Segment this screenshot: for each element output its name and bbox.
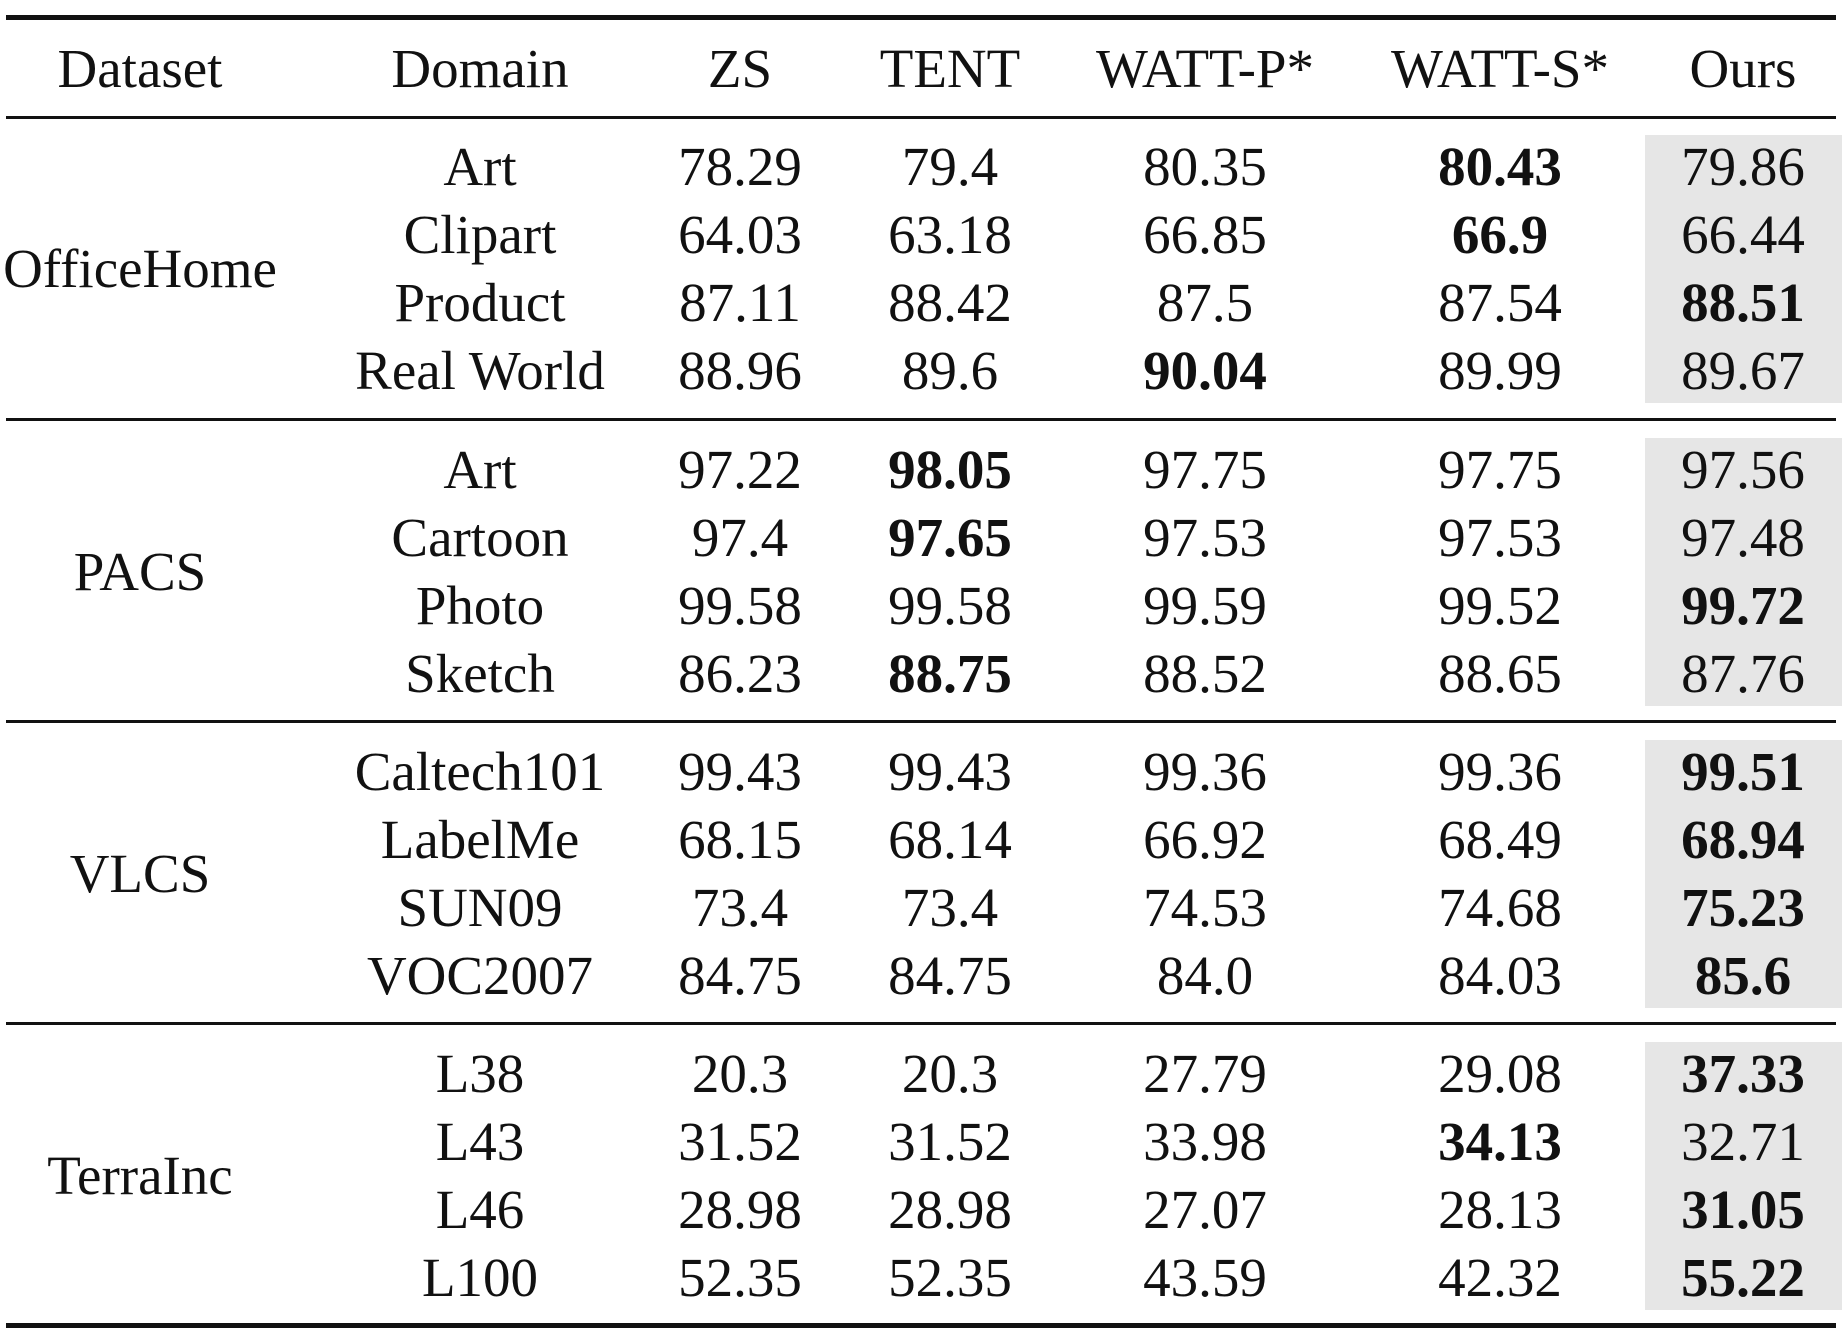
- watt-s-value: 66.9: [1451, 204, 1549, 265]
- zs-value: 97.4: [691, 507, 789, 568]
- zs-value: 28.98: [678, 1179, 802, 1240]
- tent-value: 68.14: [888, 809, 1012, 870]
- watt-s-value: 87.54: [1438, 272, 1562, 333]
- watt-s-value: 74.68: [1438, 877, 1562, 938]
- zs-value: 86.23: [678, 643, 802, 704]
- watt-s-value: 68.49: [1438, 809, 1562, 870]
- ours-value: 97.56: [1681, 439, 1805, 500]
- watt-s-value: 89.99: [1438, 340, 1562, 401]
- tent-value: 31.52: [888, 1111, 1012, 1172]
- group-separator-rule: [6, 1022, 1836, 1025]
- zs-value: 64.03: [678, 204, 802, 265]
- ours-value: 66.44: [1681, 204, 1805, 265]
- dataset-name: PACS: [73, 541, 207, 602]
- zs-value: 73.4: [691, 877, 789, 938]
- group-separator-rule: [6, 418, 1836, 421]
- tent-value: 20.3: [901, 1043, 999, 1104]
- domain-name: Art: [443, 439, 517, 500]
- dataset-name: VLCS: [69, 843, 211, 904]
- header-dataset: Dataset: [57, 38, 223, 99]
- ours-value: 99.72: [1681, 575, 1805, 636]
- ours-value: 85.6: [1694, 945, 1792, 1006]
- header-tent: TENT: [879, 38, 1021, 99]
- domain-name: L38: [435, 1043, 525, 1104]
- tent-value: 98.05: [888, 439, 1012, 500]
- top-rule: [6, 15, 1836, 20]
- watt-p-value: 27.07: [1143, 1179, 1267, 1240]
- watt-p-value: 97.75: [1143, 439, 1267, 500]
- zs-value: 68.15: [678, 809, 802, 870]
- zs-value: 87.11: [679, 272, 801, 333]
- watt-p-value: 99.59: [1143, 575, 1267, 636]
- domain-name: L43: [435, 1111, 525, 1172]
- tent-value: 52.35: [888, 1247, 1012, 1308]
- ours-value: 87.76: [1681, 643, 1805, 704]
- ours-value: 97.48: [1681, 507, 1805, 568]
- ours-value: 68.94: [1681, 809, 1805, 870]
- tent-value: 88.75: [888, 643, 1012, 704]
- zs-value: 99.58: [678, 575, 802, 636]
- domain-name: Sketch: [405, 643, 555, 704]
- tent-value: 63.18: [888, 204, 1012, 265]
- watt-s-value: 99.52: [1438, 575, 1562, 636]
- zs-value: 99.43: [678, 741, 802, 802]
- watt-s-value: 80.43: [1438, 136, 1562, 197]
- tent-value: 28.98: [888, 1179, 1012, 1240]
- ours-value: 88.51: [1681, 272, 1805, 333]
- domain-name: Caltech101: [354, 741, 606, 802]
- watt-p-value: 90.04: [1143, 340, 1267, 401]
- domain-name: Product: [394, 272, 566, 333]
- watt-s-value: 88.65: [1438, 643, 1562, 704]
- domain-name: Photo: [415, 575, 545, 636]
- ours-value: 55.22: [1681, 1247, 1805, 1308]
- tent-value: 97.65: [888, 507, 1012, 568]
- watt-p-value: 87.5: [1156, 272, 1254, 333]
- domain-name: VOC2007: [366, 945, 594, 1006]
- header-domain: Domain: [391, 38, 569, 99]
- tent-value: 84.75: [888, 945, 1012, 1006]
- zs-value: 97.22: [678, 439, 802, 500]
- watt-p-value: 80.35: [1143, 136, 1267, 197]
- header-watt-p: WATT-P*: [1096, 38, 1314, 99]
- dataset-name: TerraInc: [47, 1145, 233, 1206]
- watt-s-value: 99.36: [1438, 741, 1562, 802]
- header-ours: Ours: [1689, 38, 1797, 99]
- watt-s-value: 29.08: [1438, 1043, 1562, 1104]
- watt-s-value: 28.13: [1438, 1179, 1562, 1240]
- zs-value: 31.52: [678, 1111, 802, 1172]
- watt-p-value: 84.0: [1156, 945, 1254, 1006]
- tent-value: 89.6: [901, 340, 999, 401]
- header-rule: [6, 116, 1836, 119]
- watt-p-value: 97.53: [1143, 507, 1267, 568]
- ours-value: 79.86: [1681, 136, 1805, 197]
- header-zs: ZS: [707, 38, 773, 99]
- ours-value: 31.05: [1681, 1179, 1805, 1240]
- watt-p-value: 33.98: [1143, 1111, 1267, 1172]
- ours-value: 99.51: [1681, 741, 1805, 802]
- watt-p-value: 43.59: [1143, 1247, 1267, 1308]
- group-separator-rule: [6, 720, 1836, 723]
- watt-p-value: 99.36: [1143, 741, 1267, 802]
- watt-p-value: 66.92: [1143, 809, 1267, 870]
- domain-name: Art: [443, 136, 517, 197]
- bottom-rule: [6, 1323, 1836, 1328]
- domain-name: L46: [435, 1179, 525, 1240]
- domain-name: LabelMe: [380, 809, 580, 870]
- tent-value: 99.43: [888, 741, 1012, 802]
- tent-value: 79.4: [901, 136, 999, 197]
- zs-value: 78.29: [678, 136, 802, 197]
- watt-p-value: 66.85: [1143, 204, 1267, 265]
- zs-value: 84.75: [678, 945, 802, 1006]
- watt-s-value: 97.75: [1438, 439, 1562, 500]
- ours-value: 37.33: [1681, 1043, 1805, 1104]
- tent-value: 73.4: [901, 877, 999, 938]
- watt-p-value: 74.53: [1143, 877, 1267, 938]
- domain-name: Clipart: [403, 204, 557, 265]
- domain-name: L100: [421, 1247, 539, 1308]
- watt-s-value: 34.13: [1438, 1111, 1562, 1172]
- zs-value: 20.3: [691, 1043, 789, 1104]
- ours-value: 32.71: [1681, 1111, 1805, 1172]
- domain-name: SUN09: [397, 877, 563, 938]
- ours-value: 75.23: [1681, 877, 1805, 938]
- domain-name: Cartoon: [391, 507, 569, 568]
- watt-s-value: 42.32: [1438, 1247, 1562, 1308]
- watt-p-value: 88.52: [1143, 643, 1267, 704]
- tent-value: 88.42: [888, 272, 1012, 333]
- zs-value: 88.96: [678, 340, 802, 401]
- watt-s-value: 84.03: [1438, 945, 1562, 1006]
- header-watt-s: WATT-S*: [1391, 38, 1609, 99]
- domain-name: Real World: [355, 340, 605, 401]
- dataset-name: OfficeHome: [3, 238, 277, 299]
- tent-value: 99.58: [888, 575, 1012, 636]
- watt-p-value: 27.79: [1143, 1043, 1267, 1104]
- zs-value: 52.35: [678, 1247, 802, 1308]
- watt-s-value: 97.53: [1438, 507, 1562, 568]
- ours-value: 89.67: [1681, 340, 1805, 401]
